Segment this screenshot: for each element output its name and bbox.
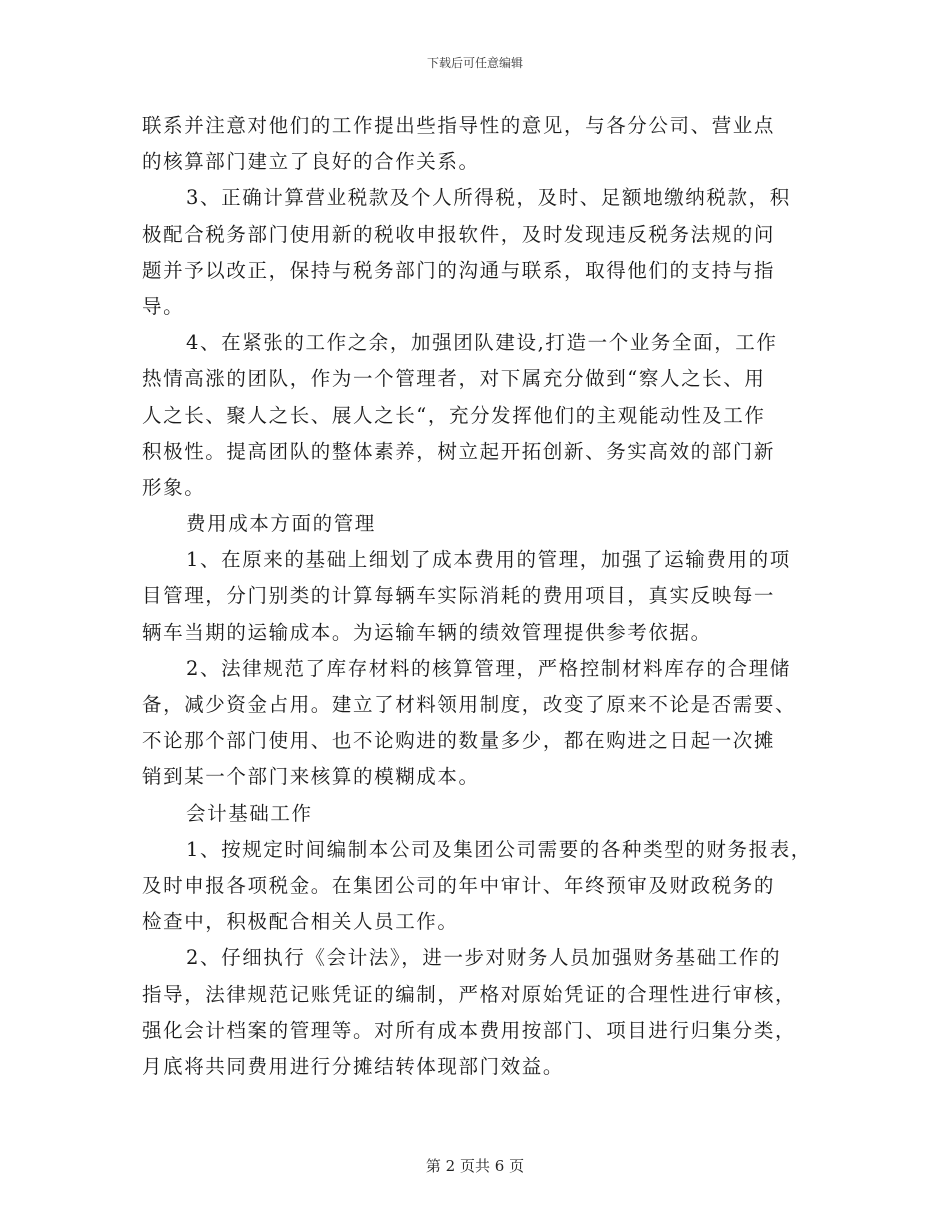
text-line: 的核算部门建立了良好的合作关系。 xyxy=(142,150,480,174)
text-line: 人之长、聚人之长、展人之长“，充分发挥他们的主观能动性及工作 xyxy=(142,403,766,427)
text-line: 2、法律规范了库存材料的核算管理，严格控制材料库存的合理储 xyxy=(186,656,791,680)
text-line: 强化会计档案的管理等。对所有成本费用按部门、项目进行归集分类， xyxy=(142,1018,797,1042)
text-line: 热情高涨的团队，作为一个管理者，对下属充分做到“察人之长、用 xyxy=(142,367,766,391)
text-line: 费用成本方面的管理 xyxy=(186,512,376,536)
text-line: 形象。 xyxy=(142,475,206,499)
text-line: 检查中，积极配合相关人员工作。 xyxy=(142,910,459,934)
text-line: 极配合税务部门使用新的税收申报软件，及时发现违反税务法规的问 xyxy=(142,222,776,246)
page-header: 下载后可任意编辑 xyxy=(426,56,523,70)
text-line: 3、正确计算营业税款及个人所得税，及时、足额地缴纳税款，积 xyxy=(186,186,791,210)
text-line: 导。 xyxy=(142,294,185,318)
text-line: 销到某一个部门来核算的模糊成本。 xyxy=(142,765,480,789)
page-footer: 第 2 页共 6 页 xyxy=(425,1157,525,1175)
text-line: 4、在紧张的工作之余，加强团队建设,打造一个业务全面，工作 xyxy=(186,331,778,355)
text-line: 备，减少资金占用。建立了材料领用制度，改变了原来不论是否需要、 xyxy=(142,693,797,716)
text-line: 会计基础工作 xyxy=(186,801,313,825)
text-line: 2、仔细执行《会计法》，进一步对财务人员加强财务基础工作的 xyxy=(186,946,782,970)
text-line: 目管理，分门别类的计算每辆车实际消耗的费用项目，真实反映每一 xyxy=(142,584,776,608)
text-line: 题并予以改正，保持与税务部门的沟通与联系，取得他们的支持与指 xyxy=(142,258,776,282)
document-body xyxy=(142,108,832,1085)
text-line: 1、在原来的基础上细划了成本费用的管理，加强了运输费用的项 xyxy=(186,548,791,572)
text-line: 不论那个部门使用、也不论购进的数量多少，都在购进之日起一次摊 xyxy=(142,729,776,753)
text-line: 积极性。提高团队的整体素养，树立起开拓创新、务实高效的部门新 xyxy=(142,439,776,463)
text-line: 指导，法律规范记账凭证的编制，严格对原始凭证的合理性进行审核， xyxy=(142,982,797,1006)
text-line: 月底将共同费用进行分摊结转体现部门效益。 xyxy=(142,1054,565,1078)
text-line: 及时申报各项税金。在集团公司的年中审计、年终预审及财政税务的 xyxy=(142,873,776,897)
text-line: 1、按规定时间编制本公司及集团公司需要的各种类型的财务报表， xyxy=(186,837,812,861)
text-line: 联系并注意对他们的工作提出些指导性的意见，与各分公司、营业点 xyxy=(142,114,776,137)
text-line: 辆车当期的运输成本。为运输车辆的绩效管理提供参考依据。 xyxy=(142,620,712,644)
